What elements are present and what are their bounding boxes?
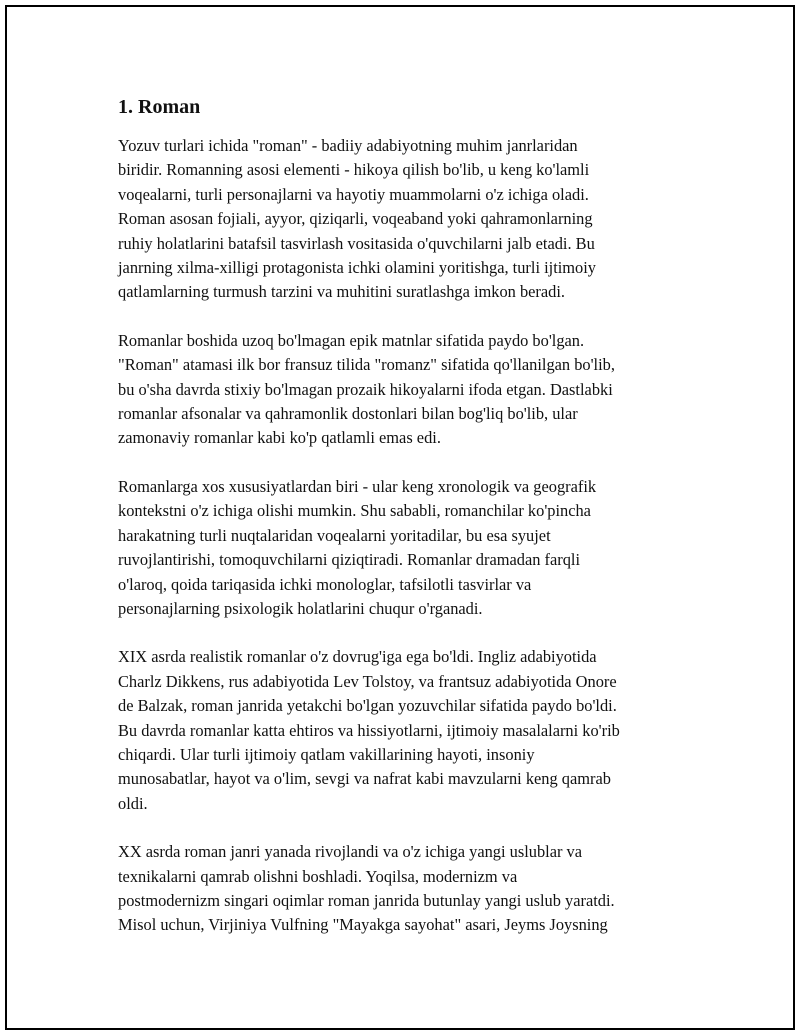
text-line: chiqardi. Ular turli ijtimoiy qatlam vakillarining hayoti, insoniy — [118, 744, 535, 764]
text-line: harakatning turli nuqtalaridan voqealarni yoritadilar, bu esa syujet — [118, 525, 551, 545]
paragraph-4 — [118, 645, 678, 816]
text-line: XX asrda roman janri yanada rivojlandi va o'z ichiga yangi uslublar va — [118, 842, 583, 862]
text-line: zamonaviy romanlar kabi ko'p qatlamli emas edi. — [118, 428, 441, 448]
text-line: ruhiy holatlarini batafsil tasvirlash vositasida o'quvchilarni jalb etadi. Bu — [118, 233, 595, 253]
text-line: Charlz Dikkens, rus adabiyotida Lev Tolstoy, va frantsuz adabiyotida Onore — [118, 671, 617, 691]
text-line: o'laroq, qoida tariqasida ichki monologlar, tafsilotli tasvirlar va — [118, 574, 532, 594]
text-line: Yozuv turlari ichida "roman" - badiiy adabiyotning muhim janrlaridan — [118, 136, 578, 155]
text-line: postmodernizm singari oqimlar roman janrida butunlay yangi uslub yaratdi. — [118, 890, 615, 910]
paragraph-3 — [118, 475, 678, 621]
text-line: bu o'sha davrda stixiy bo'lmagan prozaik hikoyalarni ifoda etgan. Dastlabki — [118, 379, 613, 399]
text-line: texnikalarni qamrab olishni boshladi. Yoqilsa, modernizm va — [118, 866, 518, 886]
text-line: Misol uchun, Virjiniya Vulfning "Mayakga sayohat" asari, Jeyms Joysning — [118, 915, 608, 935]
text-line: "Roman" atamasi ilk bor fransuz tilida "romanz" sifatida qo'llanilgan bo'lib, — [118, 355, 615, 375]
text-line: Roman asosan fojiali, ayyor, qiziqarli, voqeaband yoki qahramonlarning — [118, 209, 593, 229]
text-line: qatlamlarning turmush tarzini va muhitini suratlashga imkon beradi. — [118, 282, 565, 302]
text-line: voqealarni, turli personajlarni va hayotiy muammolarni o'z ichiga oladi. — [118, 184, 589, 204]
text-line: Romanlar boshida uzoq bo'lmagan epik matnlar sifatida paydo bo'lgan. — [118, 330, 585, 350]
text-line: oldi. — [118, 793, 148, 813]
paragraph-1 — [118, 134, 678, 305]
text-line: kontekstni o'z ichiga olishi mumkin. Shu sababli, romanchilar ko'pincha — [118, 501, 591, 521]
text-line: personajlarning psixologik holatlarini chuqur o'rganadi. — [118, 598, 483, 618]
text-line: XIX asrda realistik romanlar o'z dovrug'iga ega bo'ldi. Ingliz adabiyotida — [118, 647, 597, 667]
text-line: ruvojlantirishi, tomoquvchilarni qiziqtiradi. Romanlar dramadan farqli — [118, 550, 581, 570]
text-line: Romanlarga xos xususiyatlardan biri - ular keng xronologik va geografik — [118, 476, 597, 496]
text-line: biridir. Romanning asosi elementi - hikoya qilish bo'lib, u keng ko'lamli — [118, 160, 590, 180]
text-line: de Balzak, roman janrida yetakchi bo'lgan yozuvchilar sifatida paydo bo'ldi. — [118, 696, 617, 716]
text-line: Bu davrda romanlar katta ehtiros va hissiyotlarni, ijtimoiy masalalarni ko'rib — [118, 720, 620, 740]
paragraph-5 — [118, 840, 678, 938]
text-line: romanlar afsonalar va qahramonlik dostonlari bilan bog'liq bo'lib, ular — [118, 404, 578, 424]
document-body — [118, 94, 678, 962]
text-line: munosabatlar, hayot va o'lim, sevgi va nafrat kabi mavzularni keng qamrab — [118, 769, 611, 789]
text-line: janrning xilma-xilligi protagonista ichki olamini yoritishga, turli ijtimoiy — [118, 258, 597, 278]
paragraph-2 — [118, 329, 678, 451]
section-heading: 1. Roman — [118, 96, 201, 118]
